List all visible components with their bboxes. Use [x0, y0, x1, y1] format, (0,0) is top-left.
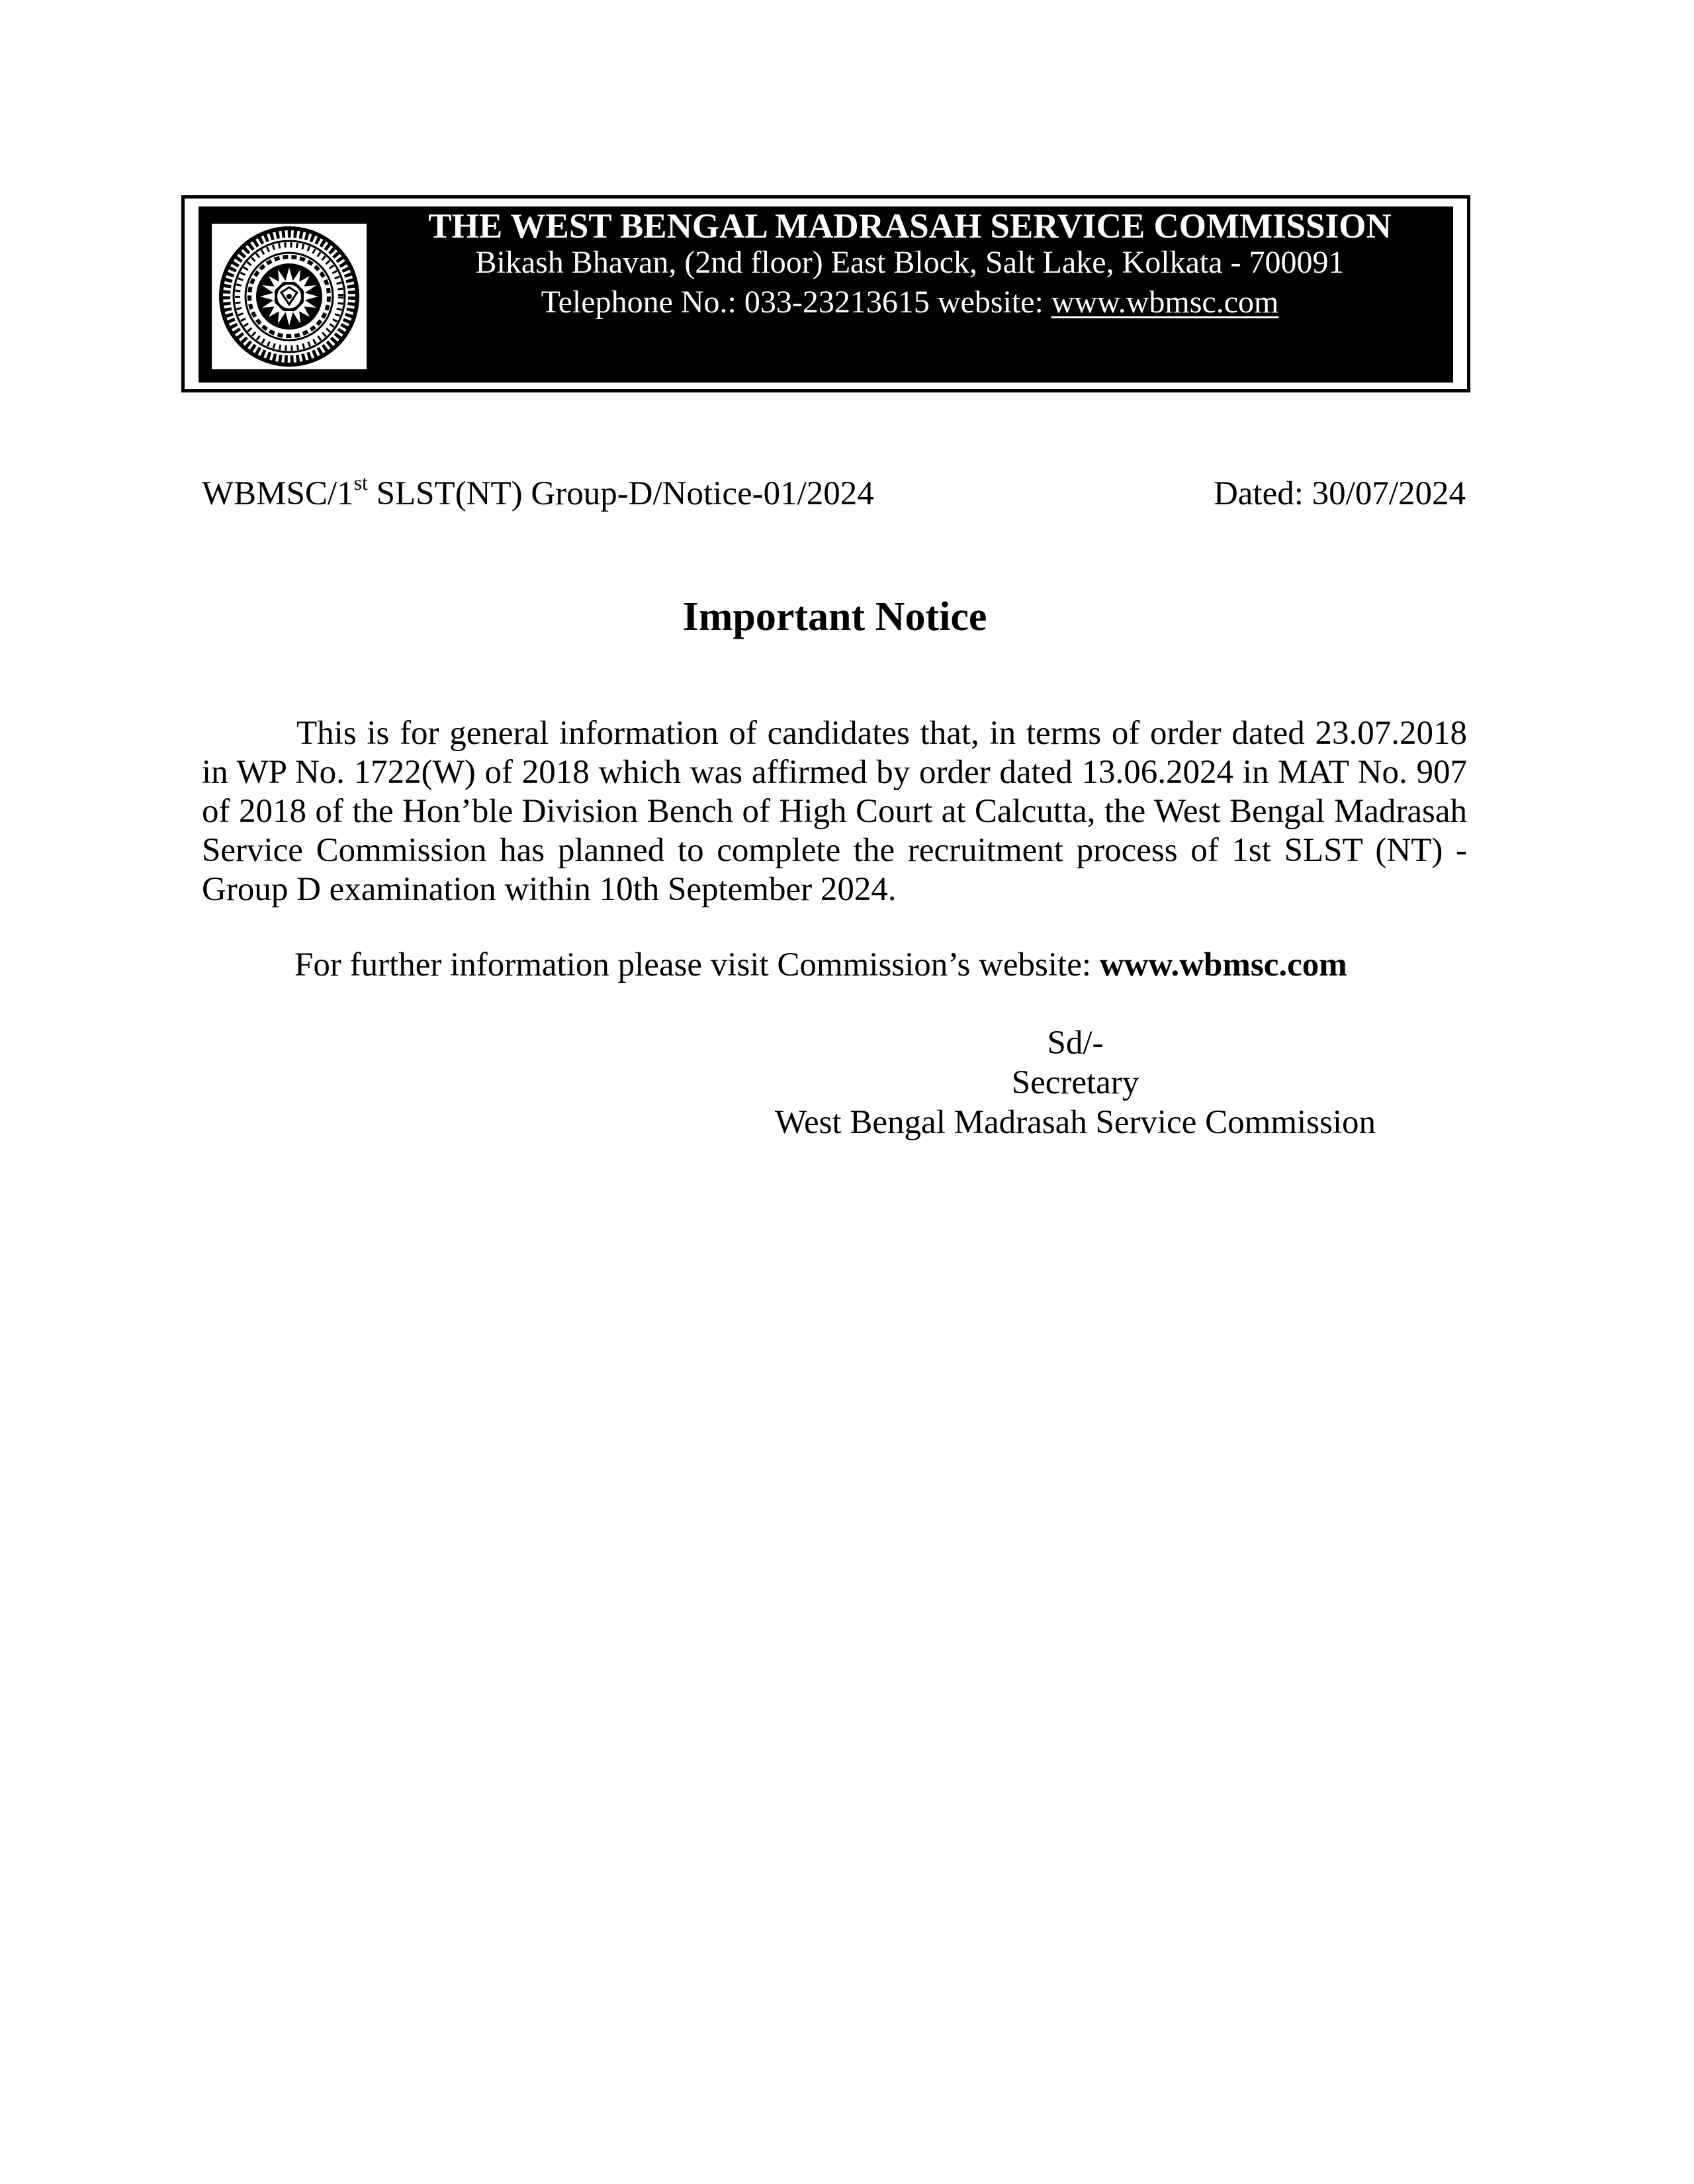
- commission-contact: [371, 287, 1449, 318]
- paragraph-line: Service Commission has planned to complete the recruitment process of 1st SLST (NT) -: [202, 832, 1467, 869]
- notice-date: Dated: 30/07/2024: [1213, 475, 1466, 512]
- paragraph-line: of 2018 of the Hon’ble Division Bench of High Court at Calcutta, the West Bengal Madrasah: [202, 793, 1467, 830]
- signature-block: [741, 1023, 1409, 1142]
- commission-address: Bikash Bhavan, (2nd floor) East Block, Salt Lake, Kolkata - 700091: [475, 245, 1345, 280]
- notice-reference-number: [202, 471, 874, 512]
- website-text: www.wbmsc.com: [1099, 946, 1347, 983]
- website-link[interactable]: www.wbmsc.com: [1051, 285, 1279, 320]
- paragraph-line: in WP No. 1722(W) of 2018 which was affirmed by order dated 13.06.2024 in MAT No. 907: [202, 754, 1467, 791]
- signatory-designation: Secretary: [1011, 1064, 1139, 1101]
- reference-suffix: SLST(NT) Group-D/Notice-01/2024: [367, 475, 874, 512]
- further-info-paragraph: [294, 946, 1347, 985]
- commission-title: THE WEST BENGAL MADRASAH SERVICE COMMISSION: [428, 207, 1392, 246]
- reference-superscript: st: [353, 471, 368, 494]
- paragraph-line: Group D examination within 10th September 2024.: [202, 871, 897, 908]
- signature-mark: Sd/-: [1047, 1024, 1104, 1062]
- paragraph-line: This is for general information of candidates that, in terms of order dated 23.07.2018: [296, 715, 1467, 752]
- further-info-text: For further information please visit Commission’s website:: [294, 946, 1100, 983]
- reference-prefix: WBMSC/1: [202, 475, 354, 512]
- notice-paragraph: [202, 714, 1467, 909]
- contact-telephone: Telephone No.: 033-23213615 website:: [541, 285, 1051, 320]
- signatory-organization: West Bengal Madrasah Service Commission: [774, 1104, 1376, 1141]
- commission-seal-icon: [212, 224, 367, 369]
- notice-heading: Important Notice: [682, 594, 987, 639]
